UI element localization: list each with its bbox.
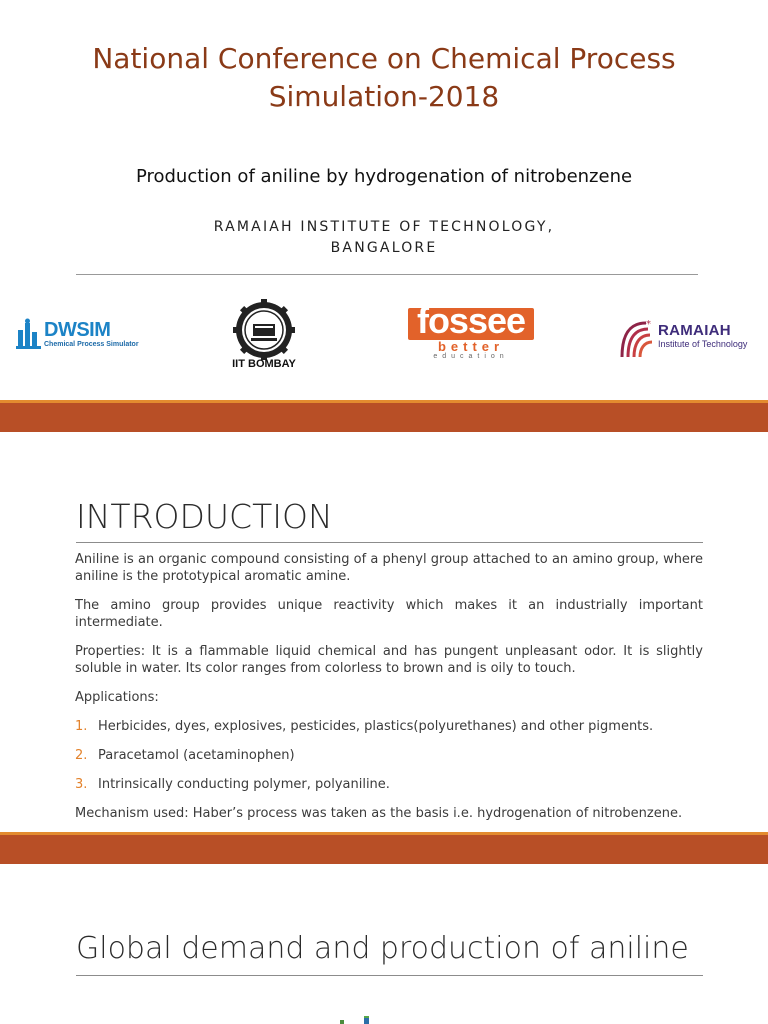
svg-text:*: * [646,319,651,330]
fossee-education: education [433,353,509,360]
ramaiah-emblem [618,317,658,359]
institute-line-2: BANGALORE [330,240,438,256]
title-slide [0,0,768,400]
ramaiah-tagline: Institute of Technology [658,339,748,349]
presentation-subtitle: Production of aniline by hydrogenation of nitrobenzene [135,166,633,187]
applications-list [75,718,703,793]
intro-paragraph-2: The amino group provides unique reactivity which makes it an industrially important intermediate. [75,598,703,630]
list-item [75,747,703,764]
list-number: 1. [75,719,88,734]
intro-paragraph-1: Aniline is an organic compound consisting of a phenyl group attached to an amino group, where aniline is the prototypical aromatic amine. [75,552,703,584]
fossee-logo [408,300,536,360]
introduction-heading: INTRODUCTION [76,497,333,536]
list-item [75,776,703,793]
chart-fragment [340,1016,372,1024]
applications-label: Applications: [75,690,159,705]
slide-separator-2 [0,835,768,864]
list-number: 2. [75,748,88,763]
title-line-2: Simulation-2018 [268,80,500,113]
iit-bombay-label: IIT BOMBAY [232,358,296,370]
fossee-wordmark: fossee [416,300,526,341]
mechanism-text: Mechanism used: Haber’s process was taken as the basis i.e. hydrogenation of nitrobenzene. [75,806,683,821]
fossee-better: better [437,339,505,354]
list-number: 3. [75,777,88,792]
list-text: Herbicides, dyes, explosives, pesticides, plastics(polyurethanes) and other pigments. [98,719,654,734]
slide-separator-1 [0,403,768,432]
conference-title [40,40,728,116]
title-divider [76,274,698,275]
institute-name [40,217,728,259]
global-demand-divider [76,975,703,976]
introduction-divider [76,542,703,543]
iit-bombay-emblem [222,298,306,360]
institute-line-1: RAMAIAH INSTITUTE OF TECHNOLOGY, [213,219,555,235]
iit-bombay-logo [218,298,310,372]
ramaiah-logo [618,317,764,361]
title-line-1: National Conference on Chemical Process [92,42,676,75]
dwsim-tagline: Chemical Process Simulator [44,341,139,348]
introduction-body [75,551,703,834]
list-text: Intrinsically conducting polymer, polyaniline. [98,777,390,792]
dwsim-logo [16,316,148,352]
list-item [75,718,703,735]
dwsim-wordmark: DWSIM [44,319,111,341]
ramaiah-wordmark: RAMAIAH [658,322,731,339]
dwsim-icon [16,318,42,350]
list-text: Paracetamol (acetaminophen) [98,748,295,763]
global-demand-heading: Global demand and production of aniline [76,931,689,966]
intro-paragraph-3: Properties: It is a flammable liquid chemical and has pungent unpleasant odor. It is slightly soluble in water. Its color ranges from colorless to brown and is oily to touch. [75,644,703,676]
